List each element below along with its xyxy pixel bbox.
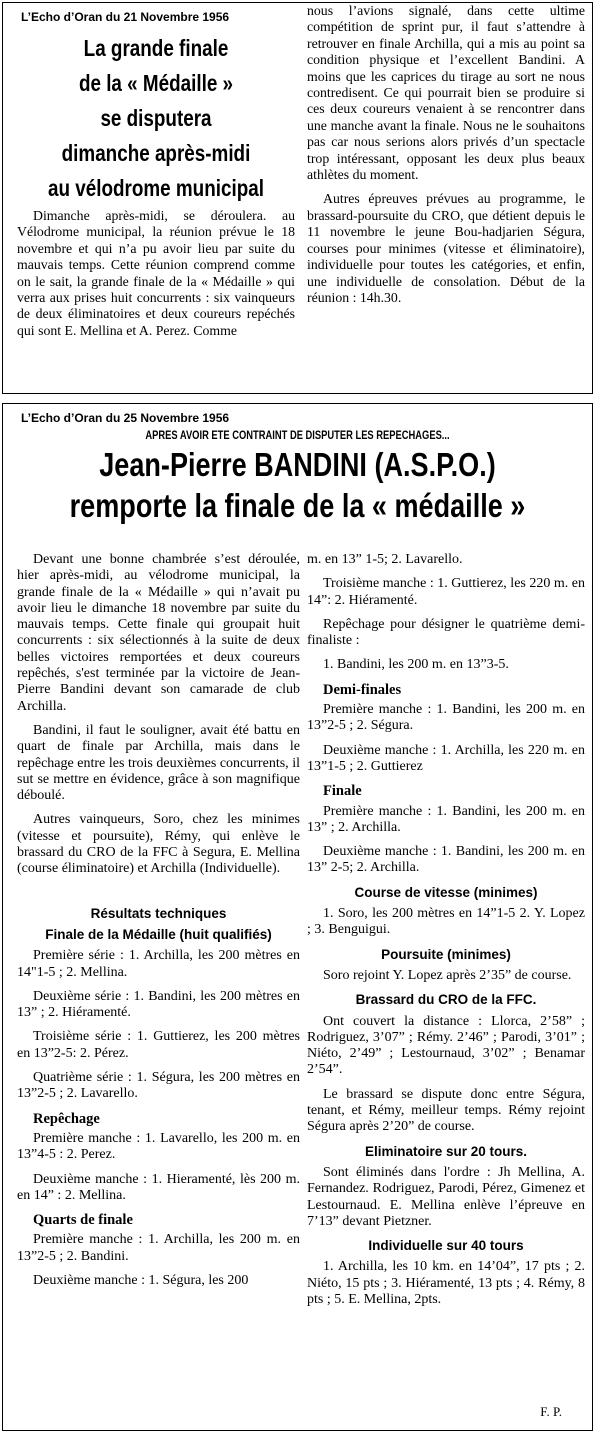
result-line: 1. Soro, les 200 mètres en 14”1-5 2. Y. Lopez ; 3. Benguigui. <box>307 906 585 938</box>
result-line: 1. Archilla, les 10 km. en 14’04”, 17 pts ; 2. Niéto, 15 pts ; 3. Hiéramenté, 13 pts ; 4. Rémy, 8 pts ; 5. E. Mellina, 2pts. <box>307 1259 585 1307</box>
clipping-2-right-column <box>307 552 585 1316</box>
headline-line: La grande finale <box>83 35 229 61</box>
result-line: Quatrième série : 1. Ségura, les 200 mètres en 13”2-5 ; 2. Lavarello. <box>17 1070 300 1102</box>
result-line: Troisième manche : 1. Guttierez, les 220 m. en 14”: 2. Hiéramenté. <box>307 576 585 608</box>
result-line: Deuxième manche : 1. Archilla, les 220 m. en 13”1-5 ; 2. Guttierez <box>307 742 585 774</box>
article-paragraph: Bandini, il faut le souligner, avait été battu en quart de finale par Archilla, mais dans le repêchage entre les trois deuxièmes concurrents, il sut se mettre en évidence, grâce à son magnifique déboulé. <box>17 722 300 804</box>
clipping-1-headline <box>15 31 297 206</box>
section-heading: Individuelle sur 40 tours <box>368 1238 524 1254</box>
section-heading: Quarts de finale <box>33 1212 133 1229</box>
result-line: Ont couvert la distance : Llorca, 2’58” ; Rodriguez, 3’07” ; Rémy. 2’46” ; Parodi, 3’01” ; Niéto, 2’49” ; Lestournaud, 3’02” ; Benamar 2’54”. <box>307 1013 585 1078</box>
clipping-2-kicker: APRES AVOIR ETE CONTRAINT DE DISPUTER LES REPECHAGES... <box>145 428 450 442</box>
section-heading: Repêchage <box>33 1110 100 1127</box>
result-line: Sont éliminés dans l'ordre : Jh Mellina, A. Fernandez. Rodriguez, Parodi, Pérez, Gimenez et Lestournaud. E. Mellina enlève l’épreuve en 7’13” devant Pietzner. <box>307 1164 585 1229</box>
section-heading: Course de vitesse (minimes) <box>354 884 538 900</box>
result-line: Troisième série : 1. Guttierez, les 200 mètres en 13”2-5: 2. Pérez. <box>17 1029 300 1061</box>
author-signature: F. P. <box>540 1404 562 1419</box>
clipping-1-source: L’Echo d’Oran du 21 Novembre 1956 <box>21 10 230 24</box>
result-line: Deuxième manche : 1. Ségura, les 200 <box>33 1272 249 1288</box>
headline-line: de la « Médaille » <box>78 70 234 96</box>
result-line: Première manche : 1. Lavarello, les 200 m. en 13”4-5 : 2. Perez. <box>17 1130 300 1163</box>
clipping-1-right-column <box>307 3 585 314</box>
result-line: Deuxième manche : 1. Hieramenté, lès 200 m. en 14” : 2. Mellina. <box>17 1171 300 1203</box>
section-heading: Brassard du CRO de la FFC. <box>355 992 537 1008</box>
clipping-2-left-column <box>17 552 300 1297</box>
result-line: 1. Bandini, les 200 m. en 13”3-5. <box>323 657 509 673</box>
article-paragraph: Devant une bonne chambrée s’est déroulée, hier après-midi, au vélodrome municipal, la grande finale de la « Médaille » qui n’avait pu avoir lieu le dimanche 18 novembre par suite du mauvais temps. Cette finale qui groupait huit concurrents : six sélectionnés à la suite de deux belles victoires remportées et deux coureurs repêchés, s'est terminée par la victoire de Jean-Pierre Bandini devant son camarade de club Archilla. <box>17 552 300 714</box>
result-line: Le brassard se dispute donc entre Ségura, tenant, et Rémy, meilleur temps. Rémy rejoint Ségura après 2’20” de course. <box>307 1086 585 1135</box>
section-heading: Demi-finales <box>323 681 402 698</box>
section-heading: Poursuite (minimes) <box>381 946 511 962</box>
result-line: Repêchage pour désigner le quatrième demi-finaliste : <box>307 616 585 649</box>
clipping-2-source: L’Echo d’Oran du 25 Novembre 1956 <box>21 411 230 425</box>
clipping-2-headline-2: remporte la finale de la « médaille » <box>69 487 526 524</box>
section-heading: Finale <box>323 783 362 800</box>
result-line: Deuxième manche : 1. Bandini, les 200 m. en 13” 2-5; 2. Archilla. <box>307 844 585 876</box>
headline-line: dimanche après-midi <box>61 140 251 166</box>
result-line: Deuxième série : 1. Bandini, les 200 mètres en 13” ; 2. Hiéramenté. <box>17 988 300 1021</box>
clipping-1 <box>2 2 593 394</box>
section-heading: Finale de la Médaille (huit qualifiés) <box>45 926 272 942</box>
result-line: Première manche : 1. Bandini, les 200 m. en 13” ; 2. Archilla. <box>307 803 585 835</box>
article-paragraph: Autres épreuves prévues au programme, le brassard-poursuite du CRO, que détient depuis le 11 novembre le jeune Bou-hadjarien Ségura, courses pour minimes (vitesse et éliminatoire), individuelle pour toutes les catégories, et enfin, une individuelle de consolation. Début de la réunion : 14h.30. <box>307 191 585 305</box>
article-paragraph: Dimanche après-midi, se déroulera. au Vélodrome municipal, la réunion prévue le 18 novembre et qui n’a pu avoir lieu par suite du mauvais temps. Cette réunion comprend comme on le sait, la grande finale de la « Médaille » qui verra aux prises huit concurrents : six vainqueurs de deux éliminatoires et deux coureurs repéchés qui sont E. Mellina et A. Perez. Comme <box>17 208 295 338</box>
results-heading: Résultats techniques <box>90 905 227 921</box>
result-line: Première manche : 1. Archilla, les 200 m. en 13”2-5 ; 2. Bandini. <box>17 1232 300 1264</box>
clipping-2 <box>2 403 593 1431</box>
article-paragraph: Autres vainqueurs, Soro, chez les minimes (vitesse et poursuite), Rémy, qui enlève le brassard du CRO de la FFC à Segura, E. Mellina (course éliminatoire) et Archilla (Individuelle). <box>17 812 300 877</box>
clipping-2-headline-1: Jean-Pierre BANDINI (A.S.P.O.) <box>99 446 496 483</box>
result-line: m. en 13” 1-5; 2. Lavarello. <box>307 552 463 567</box>
result-line: Soro rejoint Y. Lopez après 2’35” de course. <box>323 967 572 983</box>
article-paragraph: nous l’avions signalé, dans cette ultime compétition de sprint pur, il faut s’attendre à retrouver en finale Archilla, qui a mis au point sa condition physique et l’excellent Bandini. A moins que les caprices du tirage au sort ne nous contredisent. Ce qui pourrait bien se produire si ces deux coureurs venaient à se rencontrer dans une manche avant la finale. Nous ne le souhaitons pas car nous serions alors privés d’un spectacle trop intéressant, opposant les deux plus beaux athlètes du moment. <box>307 3 585 183</box>
headline-line: au vélodrome municipal <box>48 175 264 201</box>
result-line: Première manche : 1. Bandini, les 200 m. en 13”2-5 ; 2. Ségura. <box>307 702 585 734</box>
result-line: Première série : 1. Archilla, les 200 mètres en 14"1-5 ; 2. Mellina. <box>17 948 300 980</box>
clipping-1-left-column <box>17 208 295 347</box>
headline-line: se disputera <box>100 105 212 131</box>
section-heading: Eliminatoire sur 20 tours. <box>364 1143 528 1159</box>
